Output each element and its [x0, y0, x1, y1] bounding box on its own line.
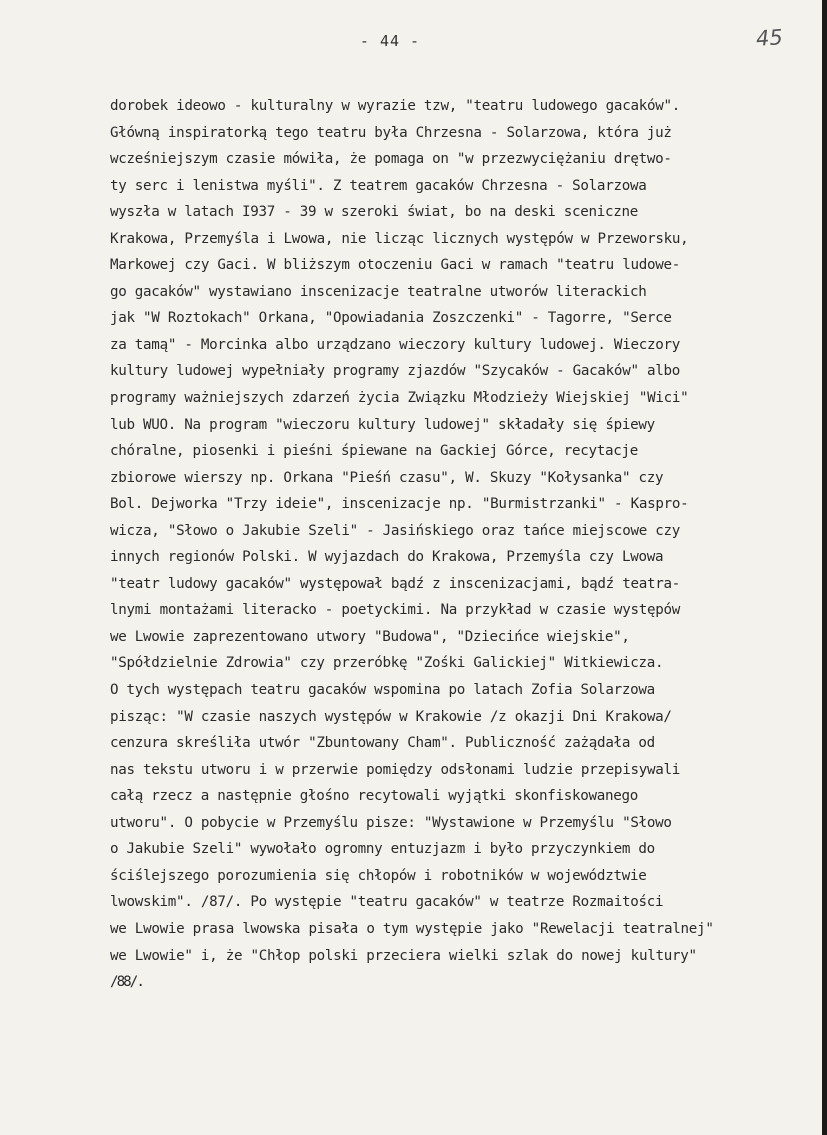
text-line: Bol. Dejworka "Trzy ideie", inscenizacje np. "Burmistrzanki" - Kaspro- [110, 496, 689, 513]
text-line: we Lwowie zaprezentowano utwory "Budowa", "Dziecińce wiejskie", [110, 628, 630, 645]
text-line: "Spółdzielnie Zdrowia" czy przeróbkę "Zośki Galickiej" Witkiewicza. [110, 655, 664, 672]
text-line: wyszła w latach I937 - 39 w szeroki świat, bo na deski sceniczne [110, 204, 639, 221]
text-line: wcześniejszym czasie mówiła, że pomaga on "w przezwyciężaniu drętwo- [110, 151, 672, 168]
text-line: ty serc i lenistwa myśli". Z teatrem gacaków Chrzesna - Solarzowa [110, 177, 647, 194]
text-line: zbiorowe wierszy np. Orkana "Pieśń czasu", W. Skuzy "Kołysanka" czy [110, 469, 664, 486]
text-line: kultury ludowej wypełniały programy zjazdów "Szycaków - Gacaków" albo [110, 363, 681, 380]
text-line: dorobek ideowo - kulturalny w wyrazie tzw, "teatru ludowego gacaków". [110, 98, 681, 114]
text-line: utworu". O pobycie w Przemyślu pisze: "Wystawione w Przemyślu "Słowo [110, 814, 672, 831]
text-line: programy ważniejszych zdarzeń życia Związku Młodzieży Wiejskiej "Wici" [110, 390, 689, 407]
text-line: pisząc: "W czasie naszych występów w Krakowie /z okazji Dni Krakowa/ [110, 708, 672, 725]
text-line: go gacaków" wystawiano inscenizacje teatralne utworów literackich [110, 283, 647, 300]
text-line: we Lwowie prasa lwowska pisała o tym występie jako "Rewelacji teatralnej" [110, 920, 714, 937]
text-line: Markowej czy Gaci. W bliższym otoczeniu Gaci w ramach "teatru ludowe- [110, 257, 681, 274]
scan-edge-border [822, 0, 827, 1135]
text-line: wicza, "Słowo o Jakubie Szeli" - Jasińskiego oraz tańce miejscowe czy [110, 522, 681, 539]
text-line: jak "W Roztokach" Orkana, "Opowiadania Zoszczenki" - Tagorre, "Serce [110, 310, 672, 327]
text-line: lnymi montażami literacko - poetyckimi. Na przykład w czasie występów [110, 602, 681, 619]
text-line: Główną inspiratorką tego teatru była Chrzesna - Solarzowa, która już [110, 124, 672, 141]
text-line: lwowskim". /87/. Po występie "teatru gacaków" w teatrze Rozmaitości [110, 894, 664, 911]
text-line: za tamą" - Morcinka albo urządzano wieczory kultury ludowej. Wieczory [110, 336, 681, 353]
text-line: we Lwowie" i, że "Chłop polski przeciera wielki szlak do nowej kultury" [110, 947, 697, 964]
text-line: Krakowa, Przemyśla i Lwowa, nie licząc licznych występów w Przeworsku, [110, 230, 689, 247]
text-line: o Jakubie Szeli" wywołało ogromny entuzjazm i było przyczynkiem do [110, 841, 655, 858]
text-line: ściślejszego porozumienia się chłopów i robotników w województwie [110, 867, 647, 884]
page-number: - 44 - [359, 32, 421, 50]
text-line: lub WUO. Na program "wieczoru kultury ludowej" składały się śpiewy [110, 416, 655, 433]
text-line: chóralne, piosenki i pieśni śpiewane na Gackiej Górce, recytacje [110, 443, 639, 460]
text-line: "teatr ludowy gacaków" występował bądź z inscenizacjami, bądź teatra- [110, 575, 681, 592]
text-line: cenzura skreśliła utwór "Zbuntowany Cham". Publiczność zażądała od [110, 735, 655, 752]
text-line: nas tekstu utworu i w przerwie pomiędzy odsłonami ludzie przepisywali [110, 761, 681, 778]
text-line: całą rzecz a następnie głośno recytowali wyjątki skonfiskowanego [110, 788, 639, 805]
text-line: O tych występach teatru gacaków wspomina po latach Zofia Solarzowa [110, 682, 655, 699]
handwritten-page-number: 45 [755, 25, 784, 51]
text-line: /88/. [110, 974, 143, 991]
body-text [110, 93, 827, 996]
text-line: innych regionów Polski. W wyjazdach do Krakowa, Przemyśla czy Lwowa [110, 549, 664, 566]
